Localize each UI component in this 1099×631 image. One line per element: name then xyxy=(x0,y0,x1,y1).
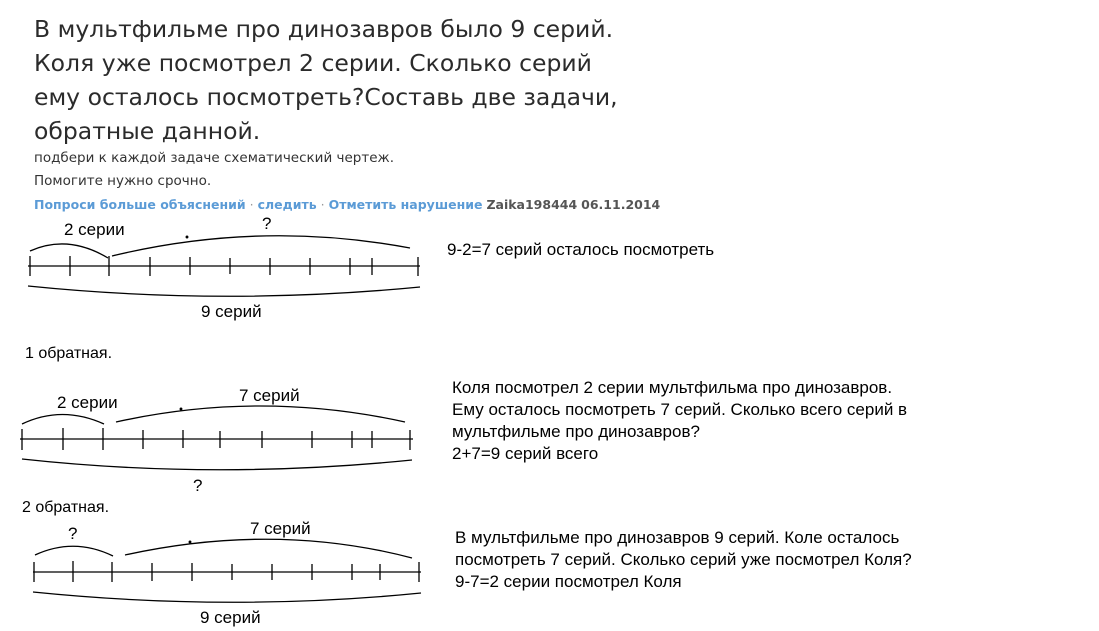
text-line: Ему осталось посмотреть 7 серий. Сколько всего серий в xyxy=(452,400,908,419)
bottom-brace xyxy=(33,592,421,602)
diagram2-top-left-label: 2 серии xyxy=(57,393,118,412)
bottom-brace xyxy=(28,286,420,296)
question-line: Коля уже посмотрел 2 серии. Сколько серий xyxy=(34,49,592,77)
diagram2-top-right-label: 7 серий xyxy=(239,386,300,405)
section3-heading: 2 обратная. xyxy=(22,499,110,516)
diagram-1 xyxy=(28,236,420,297)
diagram1-bottom-label: 9 серий xyxy=(201,302,262,321)
text-line: мультфильме про динозавров? xyxy=(452,422,700,441)
separator: · xyxy=(249,197,254,212)
question-line: ему осталось посмотреть?Составь две задачи, xyxy=(34,83,618,111)
text-line: 2+7=9 серий всего xyxy=(452,444,599,463)
diagram-3 xyxy=(33,539,421,602)
top-left-brace xyxy=(22,415,104,425)
separator: · xyxy=(320,197,325,212)
report-violation-link[interactable]: Отметить нарушение xyxy=(328,197,483,212)
question-line: обратные данной. xyxy=(34,117,261,145)
post-date: 06.11.2014 xyxy=(581,197,661,212)
question-subtext: Помогите нужно срочно. xyxy=(34,173,212,189)
bottom-brace xyxy=(22,459,412,470)
text-line: В мультфильме про динозавров 9 серий. Коле осталось xyxy=(455,528,900,547)
top-right-brace xyxy=(112,236,410,256)
dot-mark xyxy=(180,408,182,410)
diagram-2 xyxy=(20,406,413,470)
diagram1-solution: 9-2=7 серий осталось посмотреть xyxy=(447,240,715,259)
ask-more-explanations-link[interactable]: Попроси больше объяснений xyxy=(34,197,246,212)
diagram2-bottom-label: ? xyxy=(193,476,203,495)
top-right-brace xyxy=(116,406,405,422)
dot-mark xyxy=(186,236,188,238)
text-line: посмотреть 7 серий. Сколько серий уже посмотрел Коля? xyxy=(455,550,912,569)
text-line: Коля посмотрел 2 серии мультфильма про динозавров. xyxy=(452,378,893,397)
top-right-brace xyxy=(125,539,412,558)
diagram3-bottom-label: 9 серий xyxy=(200,608,261,627)
diagram3-top-right-label: 7 серий xyxy=(250,519,311,538)
section3-problem-text xyxy=(455,527,912,593)
dot-mark xyxy=(189,541,191,543)
text-line: 9-7=2 серии посмотрел Коля xyxy=(455,572,682,591)
question-subtext: подбери к каждой задаче схематический чертеж. xyxy=(34,150,394,166)
follow-link[interactable]: следить xyxy=(257,197,317,212)
section2-problem-text xyxy=(452,377,907,465)
diagram1-top-right-label: ? xyxy=(262,214,272,233)
question-line: В мультфильме про динозавров было 9 серий. xyxy=(34,15,614,43)
top-left-brace xyxy=(35,546,113,556)
author-name[interactable]: Zaika198444 xyxy=(486,197,578,212)
top-left-brace xyxy=(30,244,108,258)
section2-heading: 1 обратная. xyxy=(25,345,113,362)
diagram3-top-left-label: ? xyxy=(68,524,78,543)
diagram1-top-left-label: 2 серии xyxy=(64,220,125,239)
